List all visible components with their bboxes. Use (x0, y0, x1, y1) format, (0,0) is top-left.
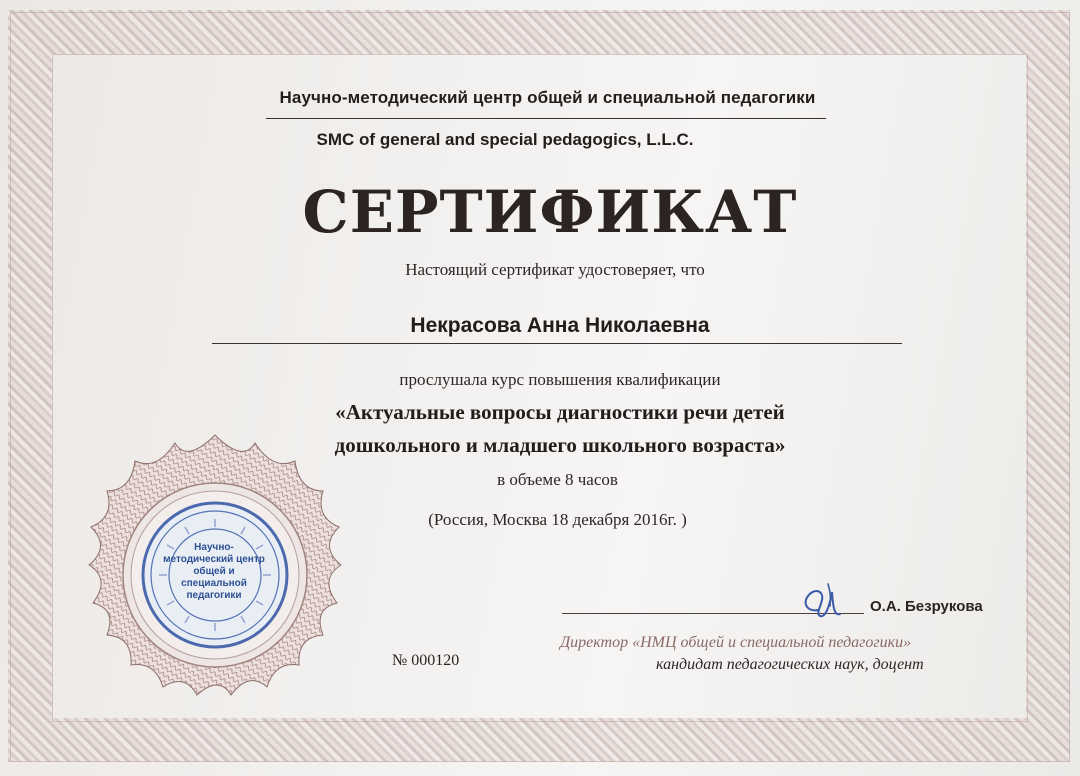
stamp-center-text: Научно- методический центр общей и специальной педагогики (163, 542, 265, 601)
organization-divider (266, 118, 826, 119)
course-title-line-1: «Актуальные вопросы диагностики речи детей (335, 400, 785, 424)
signer-name: О.А. Безрукова (870, 598, 983, 615)
recipient-name: Некрасова Анна Николаевна (410, 314, 710, 337)
course-intro: прослушала курс повышения квалификации (399, 370, 721, 389)
handwritten-signature-icon (790, 580, 860, 626)
signer-degree: кандидат педагогических наук, доцент (656, 656, 924, 673)
certifies-text: Настоящий сертификат удостоверяет, что (405, 260, 705, 279)
recipient-underline (212, 343, 902, 344)
organization-name-ru: Научно-методический центр общей и специальной педагогики (279, 88, 816, 107)
course-volume: в объеме 8 часов (497, 470, 618, 489)
certificate-title: СЕРТИФИКАТ (302, 178, 798, 246)
course-title-line-2: дошкольного и младшего школьного возраста» (334, 433, 786, 457)
organization-name-en: SMC of general and special pedagogics, L.L.C. (316, 130, 694, 149)
certificate-number: № 000120 (392, 652, 460, 669)
place-date: (Россия, Москва 18 декабря 2016г. ) (428, 510, 687, 529)
signer-position: Директор «НМЦ общей и специальной педагогики» (560, 634, 912, 651)
